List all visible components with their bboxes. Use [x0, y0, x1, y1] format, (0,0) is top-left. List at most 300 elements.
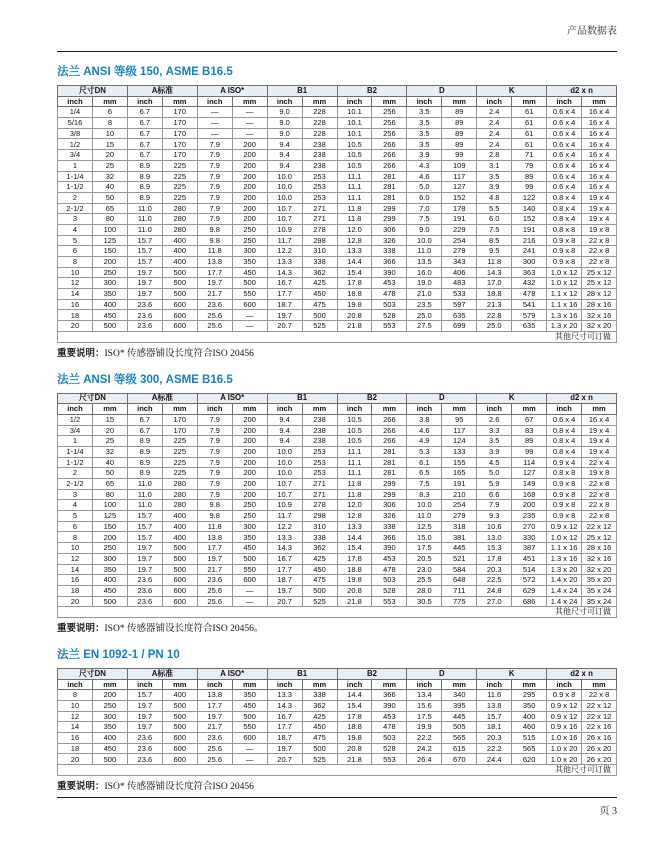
data-cell: 483 — [442, 278, 477, 289]
data-cell: 600 — [232, 733, 267, 744]
data-cell: 338 — [302, 690, 337, 701]
data-cell: 17.7 — [197, 701, 232, 712]
data-cell: 10.1 — [337, 118, 372, 129]
data-cell: 22 x 12 — [582, 711, 617, 722]
data-cell: 16.7 — [267, 553, 302, 564]
data-cell: 32 x 16 — [582, 310, 617, 321]
data-cell: 127 — [512, 468, 547, 479]
data-cell: 572 — [512, 575, 547, 586]
table-row — [58, 128, 617, 139]
unit-header: mm — [372, 679, 407, 690]
data-cell: 16.7 — [267, 278, 302, 289]
data-cell: 0.9 x 16 — [547, 722, 582, 733]
footer-note-row — [58, 765, 617, 776]
table-row — [58, 489, 617, 500]
data-cell: 450 — [232, 543, 267, 554]
data-cell: 8.9 — [127, 160, 162, 171]
table-row — [58, 414, 617, 425]
data-cell: 11.8 — [337, 489, 372, 500]
data-cell: 117 — [442, 171, 477, 182]
data-cell: 16 x 4 — [582, 150, 617, 161]
unit-header: mm — [162, 679, 197, 690]
table-row — [58, 446, 617, 457]
data-cell: 19.8 — [337, 299, 372, 310]
data-cell: 9.8 — [197, 235, 232, 246]
data-cell: 350 — [232, 690, 267, 701]
data-cell: 13.3 — [337, 521, 372, 532]
data-cell: 19.7 — [197, 553, 232, 564]
data-cell: 600 — [162, 733, 197, 744]
data-cell: 11.0 — [127, 203, 162, 214]
data-cell: 5.3 — [407, 446, 442, 457]
data-cell: 500 — [162, 289, 197, 300]
data-cell: 475 — [302, 733, 337, 744]
data-cell: 1-1/4 — [58, 446, 93, 457]
data-cell: 326 — [372, 511, 407, 522]
data-cell: 191 — [512, 224, 547, 235]
data-cell: 200 — [232, 150, 267, 161]
data-cell: 25.0 — [477, 321, 512, 332]
data-cell: 23.6 — [197, 299, 232, 310]
data-cell: 17.8 — [477, 553, 512, 564]
data-cell: 114 — [512, 457, 547, 468]
data-cell: 228 — [302, 118, 337, 129]
data-cell: 3.8 — [407, 414, 442, 425]
data-cell: 4.8 — [477, 192, 512, 203]
data-cell: 0.8 x 4 — [547, 446, 582, 457]
data-cell: 14 — [58, 564, 93, 575]
data-cell: 500 — [92, 321, 127, 332]
data-cell: 0.6 x 4 — [547, 171, 582, 182]
data-cell: 14.4 — [337, 532, 372, 543]
data-cell: 26 x 20 — [582, 754, 617, 765]
table-row — [58, 500, 617, 511]
data-cell: 500 — [162, 278, 197, 289]
data-cell: 8.9 — [127, 468, 162, 479]
data-cell: 281 — [372, 446, 407, 457]
data-cell: 168 — [512, 489, 547, 500]
data-cell: 1-1/2 — [58, 182, 93, 193]
data-cell: 453 — [372, 553, 407, 564]
data-cell: 3/4 — [58, 150, 93, 161]
data-cell: 11.6 — [477, 690, 512, 701]
data-cell: 11.1 — [337, 171, 372, 182]
data-cell: 200 — [232, 214, 267, 225]
data-cell: 12.5 — [407, 521, 442, 532]
data-cell: 71 — [512, 150, 547, 161]
data-cell: 15.7 — [127, 521, 162, 532]
data-cell: 19 x 4 — [582, 214, 617, 225]
data-cell: 3.9 — [407, 150, 442, 161]
data-cell: 23.6 — [197, 733, 232, 744]
data-cell: 400 — [92, 733, 127, 744]
note-label-1: 重要说明： — [57, 348, 105, 359]
data-cell: 7.9 — [197, 489, 232, 500]
data-cell: 366 — [372, 532, 407, 543]
data-cell: 400 — [162, 521, 197, 532]
table-head — [58, 393, 617, 414]
data-cell: 450 — [302, 289, 337, 300]
data-cell: 541 — [512, 299, 547, 310]
data-cell: 3/4 — [58, 425, 93, 436]
note-text-1: ISO* 传感器铺设长度符合ISO 20456 — [104, 348, 254, 359]
data-cell: 600 — [162, 310, 197, 321]
data-cell: 22 x 12 — [582, 521, 617, 532]
data-cell: 1.3 x 16 — [547, 310, 582, 321]
unit-header: inch — [197, 96, 232, 107]
data-cell: 8.3 — [407, 489, 442, 500]
data-cell: 170 — [162, 414, 197, 425]
data-cell: 20.7 — [267, 754, 302, 765]
table-row — [58, 310, 617, 321]
data-cell: 11.8 — [337, 479, 372, 490]
data-cell: 10.5 — [337, 414, 372, 425]
data-cell: 451 — [512, 553, 547, 564]
data-cell: 20.8 — [337, 585, 372, 596]
data-cell: 79 — [512, 160, 547, 171]
data-cell: 12.0 — [337, 500, 372, 511]
data-cell: 22 x 8 — [582, 511, 617, 522]
table-foot — [58, 765, 617, 776]
data-cell: 281 — [372, 192, 407, 203]
data-cell: 11.8 — [197, 246, 232, 257]
data-cell: 23.5 — [407, 299, 442, 310]
data-cell: 32 x 20 — [582, 564, 617, 575]
data-cell: 13.3 — [267, 532, 302, 543]
data-cell: 475 — [302, 299, 337, 310]
data-cell: 400 — [512, 711, 547, 722]
data-cell: 310 — [302, 521, 337, 532]
data-cell: 306 — [372, 224, 407, 235]
column-group-header: K — [477, 86, 547, 97]
data-cell: 35 x 24 — [582, 585, 617, 596]
data-cell: 22.5 — [477, 575, 512, 586]
data-cell: 241 — [512, 246, 547, 257]
data-cell: 25.5 — [407, 575, 442, 586]
data-cell: 266 — [372, 414, 407, 425]
data-cell: 11.1 — [337, 182, 372, 193]
data-cell: 32 x 16 — [582, 553, 617, 564]
data-cell: 228 — [302, 128, 337, 139]
data-cell: 19.7 — [127, 711, 162, 722]
data-cell: 425 — [302, 278, 337, 289]
data-cell: 19 x 4 — [582, 446, 617, 457]
data-cell: 775 — [442, 596, 477, 607]
data-cell: 170 — [162, 139, 197, 150]
data-cell: 11.0 — [127, 479, 162, 490]
data-cell: 89 — [512, 171, 547, 182]
unit-header: mm — [302, 96, 337, 107]
data-cell: 7.9 — [197, 150, 232, 161]
table-row — [58, 246, 617, 257]
data-cell: 19.7 — [127, 267, 162, 278]
table-body — [58, 414, 617, 606]
data-cell: 15.7 — [127, 511, 162, 522]
data-cell: 11.1 — [337, 192, 372, 203]
data-cell: 200 — [232, 182, 267, 193]
data-cell: 0.9 x 8 — [547, 246, 582, 257]
column-group-header: A标准 — [127, 86, 197, 97]
data-cell: 525 — [302, 754, 337, 765]
data-cell: 14 — [58, 289, 93, 300]
data-cell: 11.7 — [267, 511, 302, 522]
data-cell: 17.8 — [337, 711, 372, 722]
data-cell: 2.8 — [477, 150, 512, 161]
data-cell: 25 — [92, 160, 127, 171]
data-cell: 300 — [232, 521, 267, 532]
data-cell: 298 — [302, 235, 337, 246]
data-cell: 80 — [92, 214, 127, 225]
data-cell: 13.3 — [337, 246, 372, 257]
table-row — [58, 521, 617, 532]
data-cell: 16.7 — [267, 711, 302, 722]
data-cell: 600 — [162, 321, 197, 332]
data-cell: 12 — [58, 278, 93, 289]
data-cell: 25 x 12 — [582, 267, 617, 278]
data-cell: 10.5 — [337, 425, 372, 436]
data-cell: 125 — [92, 511, 127, 522]
data-cell: 299 — [372, 479, 407, 490]
data-cell: 23.6 — [127, 743, 162, 754]
data-cell: 7.9 — [197, 171, 232, 182]
data-cell: 1.3 x 16 — [547, 553, 582, 564]
data-cell: 50 — [92, 192, 127, 203]
data-cell: 686 — [512, 596, 547, 607]
data-cell: 2.6 — [477, 414, 512, 425]
data-cell: 10.5 — [337, 160, 372, 171]
data-cell: 1/4 — [58, 107, 93, 118]
data-cell: 10 — [58, 543, 93, 554]
data-cell: 18.7 — [267, 575, 302, 586]
data-cell: 200 — [232, 489, 267, 500]
data-cell: 9.4 — [267, 414, 302, 425]
data-cell: 278 — [302, 224, 337, 235]
data-cell: 19 x 8 — [582, 468, 617, 479]
data-cell: 225 — [162, 182, 197, 193]
data-cell: 500 — [232, 278, 267, 289]
unit-header: inch — [407, 404, 442, 415]
footer-note-cell: 其他尺寸可订做 — [58, 331, 617, 342]
data-cell: 9.4 — [267, 425, 302, 436]
table-row — [58, 436, 617, 447]
data-cell: 565 — [512, 743, 547, 754]
data-cell: 600 — [232, 299, 267, 310]
data-cell: 14.3 — [477, 267, 512, 278]
column-group-header: D — [407, 668, 477, 679]
table-row — [58, 107, 617, 118]
data-cell: 15.7 — [477, 711, 512, 722]
data-cell: 20.5 — [407, 553, 442, 564]
column-group-header: 尺寸DN — [58, 668, 128, 679]
data-cell: 584 — [442, 564, 477, 575]
data-cell: 26.4 — [407, 754, 442, 765]
data-cell: 11.8 — [197, 521, 232, 532]
data-cell: 99 — [442, 150, 477, 161]
data-cell: 4.6 — [407, 425, 442, 436]
data-cell: 200 — [232, 468, 267, 479]
data-cell: 600 — [162, 299, 197, 310]
unit-header: mm — [372, 404, 407, 415]
unit-header: mm — [302, 404, 337, 415]
data-cell: 6.7 — [127, 139, 162, 150]
data-cell: 10.5 — [337, 139, 372, 150]
data-cell: 9.8 — [197, 511, 232, 522]
data-cell: 4.9 — [407, 436, 442, 447]
data-cell: 280 — [162, 479, 197, 490]
unit-header: mm — [302, 679, 337, 690]
unit-header: mm — [92, 96, 127, 107]
data-cell: 521 — [442, 553, 477, 564]
data-cell: 11.0 — [127, 500, 162, 511]
data-cell: 600 — [162, 585, 197, 596]
data-cell: 528 — [372, 585, 407, 596]
table-row — [58, 278, 617, 289]
column-group-header: A ISO* — [197, 668, 267, 679]
data-cell: 19.7 — [127, 553, 162, 564]
data-cell: 210 — [442, 489, 477, 500]
data-cell: 25 x 12 — [582, 532, 617, 543]
column-group-header: A标准 — [127, 393, 197, 404]
table-row — [58, 425, 617, 436]
column-group-header: B2 — [337, 393, 407, 404]
data-cell: 200 — [232, 425, 267, 436]
unit-header: inch — [407, 96, 442, 107]
data-cell: — — [232, 754, 267, 765]
data-cell: 0.9 x 8 — [547, 235, 582, 246]
data-cell: 0.8 x 4 — [547, 436, 582, 447]
data-cell: 3.5 — [477, 436, 512, 447]
data-cell: 1.3 x 20 — [547, 321, 582, 332]
data-cell: 19 x 8 — [582, 224, 617, 235]
table-row — [58, 564, 617, 575]
data-cell: 1.3 x 20 — [547, 564, 582, 575]
data-cell: 500 — [232, 553, 267, 564]
column-group-header: B1 — [267, 86, 337, 97]
data-cell: 400 — [92, 299, 127, 310]
data-cell: 109 — [442, 160, 477, 171]
data-cell: 0.9 x 8 — [547, 479, 582, 490]
data-cell: 600 — [162, 743, 197, 754]
table-row — [58, 701, 617, 712]
data-cell: 0.9 x 8 — [547, 489, 582, 500]
data-cell: 3.5 — [407, 128, 442, 139]
data-cell: 5.9 — [477, 479, 512, 490]
data-cell: 17.0 — [477, 278, 512, 289]
data-cell: 125 — [92, 235, 127, 246]
data-cell: 250 — [92, 701, 127, 712]
data-cell: 20.3 — [477, 733, 512, 744]
data-cell: 12 — [58, 711, 93, 722]
data-cell: 10 — [92, 128, 127, 139]
data-cell: 0.9 x 8 — [547, 511, 582, 522]
data-cell: 338 — [302, 532, 337, 543]
data-cell: 6.7 — [127, 425, 162, 436]
data-cell: 100 — [92, 224, 127, 235]
data-cell: 7.9 — [197, 160, 232, 171]
data-cell: 22 x 8 — [582, 246, 617, 257]
data-cell: 500 — [162, 564, 197, 575]
data-cell: 253 — [302, 446, 337, 457]
unit-header: inch — [58, 679, 93, 690]
data-cell: 0.9 x 8 — [547, 257, 582, 268]
data-cell: 362 — [302, 543, 337, 554]
data-cell: 3 — [58, 214, 93, 225]
table-row — [58, 711, 617, 722]
data-cell: 25.6 — [197, 596, 232, 607]
column-group-header: K — [477, 393, 547, 404]
section-title-ansi-300: 法兰 ANSI 等级 300, ASME B16.5 — [57, 373, 233, 386]
data-cell: 0.9 x 12 — [547, 701, 582, 712]
data-cell: 127 — [442, 182, 477, 193]
flange-table-en-1092 — [57, 668, 617, 776]
data-cell: 200 — [232, 160, 267, 171]
data-cell: 350 — [512, 701, 547, 712]
data-cell: 550 — [232, 722, 267, 733]
unit-header: inch — [477, 404, 512, 415]
data-cell: 12 — [58, 553, 93, 564]
data-cell: 19.7 — [127, 289, 162, 300]
data-cell: 65 — [92, 479, 127, 490]
column-group-header: B2 — [337, 668, 407, 679]
data-cell: 299 — [372, 203, 407, 214]
data-cell: 200 — [232, 139, 267, 150]
data-cell: 27.5 — [407, 321, 442, 332]
data-cell: 0.6 x 4 — [547, 150, 582, 161]
data-cell: 9.4 — [267, 436, 302, 447]
data-cell: 225 — [162, 457, 197, 468]
data-cell: 266 — [372, 425, 407, 436]
data-cell: 253 — [302, 457, 337, 468]
data-cell: 2.4 — [477, 118, 512, 129]
data-cell: 326 — [372, 235, 407, 246]
header-divider — [57, 51, 617, 52]
data-cell: 16 x 4 — [582, 118, 617, 129]
data-cell: 9.0 — [267, 107, 302, 118]
data-cell: 152 — [512, 214, 547, 225]
unit-header: mm — [162, 404, 197, 415]
data-cell: 1.1 x 16 — [547, 543, 582, 554]
data-cell: 19.7 — [127, 543, 162, 554]
data-cell: 21.3 — [477, 299, 512, 310]
data-cell: 16 — [58, 299, 93, 310]
note-label-2: 重要说明： — [57, 623, 105, 634]
data-cell: 250 — [92, 267, 127, 278]
data-cell: 299 — [372, 489, 407, 500]
data-cell: 40 — [92, 182, 127, 193]
data-cell: 503 — [372, 299, 407, 310]
data-cell: 19.7 — [197, 711, 232, 722]
data-cell: 235 — [512, 511, 547, 522]
unit-header: mm — [582, 96, 617, 107]
data-cell: 1.4 x 24 — [547, 585, 582, 596]
note-label-3: 重要说明： — [57, 781, 105, 792]
data-cell: 366 — [372, 257, 407, 268]
data-cell: 23.6 — [127, 733, 162, 744]
data-cell: 19.7 — [267, 743, 302, 754]
unit-header: mm — [162, 96, 197, 107]
data-cell: 10.0 — [407, 235, 442, 246]
data-cell: 9.5 — [477, 246, 512, 257]
data-cell: 13.3 — [267, 690, 302, 701]
data-cell: 3.5 — [477, 171, 512, 182]
data-cell: 266 — [372, 160, 407, 171]
table-row — [58, 139, 617, 150]
data-cell: 14 — [58, 722, 93, 733]
data-cell: 8.9 — [127, 182, 162, 193]
data-cell: 390 — [372, 267, 407, 278]
data-cell: 500 — [302, 743, 337, 754]
data-cell: 9.4 — [267, 160, 302, 171]
